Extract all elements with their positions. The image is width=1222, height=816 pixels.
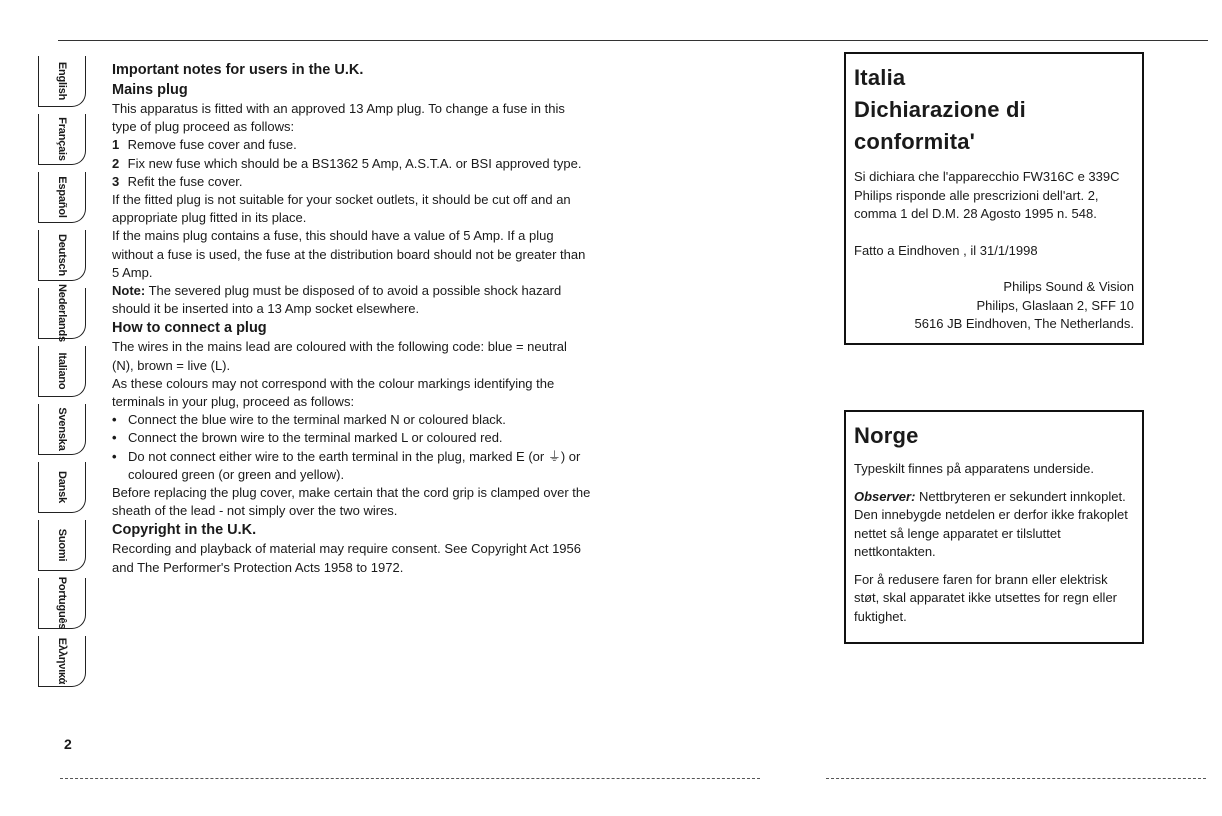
bottom-rule-left (60, 778, 760, 779)
observer-text: Nettbryteren er sekundert innkoplet. Den innebygde netdelen er derfor ikke frakoplet nettet så lenge apparatet er tilsluttet nettkontakten. (854, 488, 1128, 559)
italia-place-date: Fatto a Eindhoven , il 31/1/1998 (854, 242, 1038, 258)
tab-portugues[interactable] (38, 578, 86, 629)
step-3 (112, 173, 592, 191)
italia-address-line: Philips, Glaslaan 2, SFF 10 (976, 297, 1134, 313)
para-fuse-value: If the mains plug contains a fuse, this should have a value of 5 Amp. If a plug without a fuse is used, the fuse at the distribution board should not be greater than 5 Amp. (112, 228, 586, 280)
connect-intro: The wires in the mains lead are coloured with the following code: blue = neutral (N), brown = live (L). (112, 339, 567, 373)
step-text: Fix new fuse which should be a BS1362 5 Amp, A.S.T.A. or BSI approved type. (127, 155, 582, 171)
step-1 (112, 136, 592, 154)
note-paragraph (112, 282, 592, 318)
note-text: The severed plug must be disposed of to avoid a possible shock hazard should it be inserted into a 13 Amp socket elsewhere. (112, 283, 562, 317)
connect-para: As these colours may not correspond with the colour markings identifying the terminals in your plug, proceed as follows: (112, 375, 555, 410)
tab-label: English (56, 61, 68, 101)
tab-dansk[interactable] (38, 462, 86, 513)
italia-title: Italia (854, 65, 906, 90)
tab-suomi[interactable] (38, 520, 86, 571)
mains-intro: This apparatus is fitted with an approved 13 Amp plug. To change a fuse in this type of plug proceed as follows: (112, 101, 565, 135)
tab-label: Deutsch (56, 234, 68, 276)
tab-label: Español (56, 176, 68, 218)
tab-francais[interactable] (38, 114, 86, 165)
bullet-dot: • (112, 430, 117, 446)
page-number: 2 (64, 736, 72, 752)
copyright-text: Recording and playback of material may require consent. See Copyright Act 1956 and The Performer's Protection Acts 1958 to 1972. (112, 541, 581, 575)
bullet-item (112, 429, 592, 447)
italia-address-line: 5616 JB Eindhoven, The Netherlands. (914, 316, 1134, 331)
tab-label: Français (56, 117, 68, 161)
tab-nederlands[interactable] (38, 284, 86, 342)
uk-heading: Important notes for users in the U.K. (112, 62, 364, 78)
bullet-item (112, 448, 592, 484)
step-text: Remove fuse cover and fuse. (127, 137, 297, 153)
italia-address-line: Philips Sound & Vision (1003, 279, 1134, 294)
tab-espanol[interactable] (38, 172, 86, 223)
step-number: 2 (112, 155, 120, 171)
bullet-text: Connect the brown wire to the terminal marked L or coloured red. (128, 430, 503, 446)
norge-title: Norge (854, 423, 919, 448)
para-fitted-plug: If the fitted plug is not suitable for your socket outlets, it should be cut off and an appropriate plug fitted in its place. (112, 192, 571, 226)
tab-english[interactable] (38, 56, 86, 107)
connect-heading: How to connect a plug (112, 320, 267, 337)
tab-label: Italiano (56, 352, 68, 390)
uk-notes-section (112, 60, 592, 577)
before-replacing: Before replacing the plug cover, make certain that the cord grip is clamped over the sheath of the lead - not simply over the two wires. (112, 485, 591, 519)
tab-deutsch[interactable] (38, 230, 86, 281)
tab-label: Svenska (56, 407, 68, 451)
bullet-text: Connect the blue wire to the terminal marked N or coloured black. (128, 412, 506, 428)
bullet-item (112, 411, 592, 429)
tab-label: Dansk (56, 470, 68, 504)
tab-label: Português (56, 576, 68, 630)
step-number: 1 (112, 137, 120, 153)
mains-plug-heading: Mains plug (112, 82, 188, 98)
norge-line1: Typeskilt finnes på apparatens underside. (854, 461, 1094, 476)
norge-last: For å redusere faren for brann eller elektrisk støt, skal apparatet ikke utsettes for regn eller fuktighet. (854, 571, 1118, 624)
bullet-text: Do not connect either wire to the earth terminal in the plug, marked E (or ⏚) or coloured green (or green and yellow). (128, 448, 581, 482)
italia-box (844, 52, 1144, 345)
step-text: Refit the fuse cover. (127, 173, 243, 189)
tab-label: Suomi (56, 528, 68, 562)
norge-box (844, 410, 1144, 644)
tab-greek[interactable] (38, 636, 86, 687)
tab-svenska[interactable] (38, 404, 86, 455)
top-rule-left (58, 40, 1208, 41)
note-label: Note: (112, 283, 146, 299)
copyright-heading: Copyright in the U.K. (112, 522, 257, 539)
tab-label: Nederlands (56, 284, 68, 342)
step-2 (112, 155, 592, 173)
bullet-dot: • (112, 412, 117, 428)
italia-subtitle: Dichiarazione di conformita' (854, 97, 1026, 154)
tab-label: Ελληνικά (56, 637, 68, 685)
bottom-rule-right (826, 778, 1206, 779)
tab-italiano[interactable] (38, 346, 86, 397)
observer-label: Observer: (854, 488, 916, 504)
italia-body: Si dichiara che l'apparecchio FW316C e 339C Philips risponde alle prescrizioni dell'art. 2, comma 1 del D.M. 28 Agosto 1995 n. 548. (854, 169, 1120, 221)
bullet-dot: • (112, 448, 117, 464)
step-number: 3 (112, 173, 120, 189)
norge-observer (854, 488, 1134, 562)
